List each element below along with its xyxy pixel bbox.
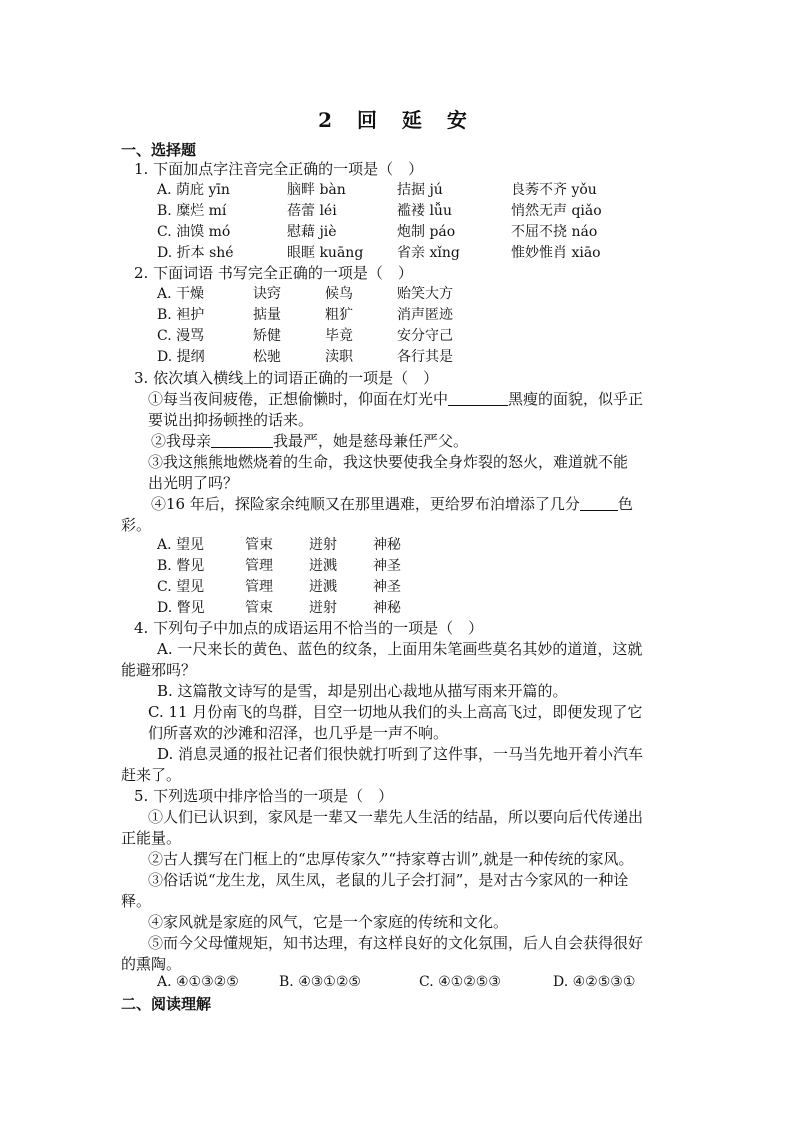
question-5-sentence-1-cont: 正能量。 — [121, 829, 182, 847]
option-cell: 不屈不挠 náo — [511, 224, 598, 240]
option-cell: 炮制 páo — [397, 224, 456, 240]
option-cell: 拮据 jú — [397, 182, 443, 198]
option-cell: D. ④②⑤③① — [553, 974, 636, 990]
fill-in-blank — [211, 432, 273, 448]
question-4-option-d: D. 消息灵通的报社记者们很快就打听到了这件事，一马当先地开着小汽车 — [157, 745, 644, 763]
option-cell: D. 提纲 — [157, 349, 205, 365]
option-cell: 省亲 xǐng — [397, 245, 460, 261]
question-3-sentence-1-cont: 要说出抑扬顿挫的话来。 — [148, 411, 314, 429]
question-3-sentence-3-cont: 出光明了吗？ — [148, 474, 239, 492]
option-cell: 矫健 — [253, 328, 281, 344]
question-4-option-c-cont: 们所喜欢的沙滩和沼泽，也几乎是一声不响。 — [148, 724, 449, 742]
section-heading-choice: 一、选择题 — [121, 141, 197, 159]
option-cell: A. ④①③②⑤ — [157, 974, 239, 990]
option-cell: 迸溅 — [309, 558, 337, 574]
option-cell: 惟妙惟肖 xiāo — [511, 245, 601, 261]
option-cell: 候鸟 — [325, 286, 353, 302]
fill-in-blank — [580, 495, 618, 511]
question-3-sentence-3: ③我这熊熊地燃烧着的生命，我这快要使我全身炸裂的怒火，难道就不能 — [148, 453, 629, 471]
option-cell: 迸射 — [309, 537, 337, 553]
option-cell: 毕竟 — [325, 328, 353, 344]
option-cell: B. ④③①②⑤ — [279, 974, 361, 990]
option-cell: 管理 — [245, 558, 273, 574]
option-cell: 眼眶 kuāng — [287, 245, 364, 261]
option-cell: C. 油馍 mó — [157, 224, 231, 240]
question-5-sentence-2: ②古人撰写在门框上的“忠厚传家久”“持家尊古训”,就是一种传统的家风。 — [148, 850, 634, 868]
question-3-sentence-1 — [148, 389, 643, 410]
option-cell: 粗犷 — [325, 307, 353, 323]
option-cell: D. 折本 shé — [157, 245, 234, 261]
option-cell: 各行其是 — [397, 349, 453, 365]
option-cell: 管束 — [245, 537, 273, 553]
question-4-option-b: B. 这篇散文诗写的是雪，却是别出心裁地从描写雨来开篇的。 — [157, 682, 568, 700]
option-cell: C. 漫骂 — [157, 328, 205, 344]
question-4-option-a: A. 一尺来长的黄色、蓝色的纹条，上面用朱笔画些莫名其妙的道道，这就 — [157, 640, 643, 658]
option-cell: 悄然无声 qiǎo — [511, 203, 602, 219]
option-cell: 诀窍 — [253, 286, 281, 302]
question-4-option-d-cont: 赶来了。 — [121, 766, 182, 784]
option-cell: A. 荫庇 yīn — [157, 182, 230, 198]
question-2-stem: 2. 下面词语 书写完全正确的一项是（ ） — [134, 264, 413, 282]
option-cell: 管理 — [245, 579, 273, 595]
sentence-text: ①每当夜间疲倦，正想偷懒时，仰面在灯光中 — [148, 390, 449, 408]
option-cell: 松驰 — [253, 349, 281, 365]
question-4-option-c: C. 11 月份南飞的鸟群，目空一切地从我们的头上高高飞过，即便发现了它 — [148, 703, 643, 721]
option-cell: 消声匿迹 — [397, 307, 453, 323]
question-1-stem: 1. 下面加点字注音完全正确的一项是（ ） — [134, 160, 424, 178]
option-cell: 慰藉 jiè — [287, 224, 337, 240]
sentence-text: ④16 年后，探险家余纯顺又在那里遇难，更给罗布泊增添了几分 — [151, 495, 580, 513]
sentence-text: 我最严，她是慈母兼任严父。 — [273, 432, 469, 450]
question-5-sentence-1: ①人们已认识到，家风是一辈又一辈先人生活的结晶，所以要向后代传递出 — [148, 808, 644, 826]
option-cell: B. 糜烂 mí — [157, 203, 227, 219]
option-cell: C. ④①②⑤③ — [419, 974, 501, 990]
option-cell: 褴褛 lǚu — [397, 203, 452, 219]
option-cell: D. 瞥见 — [157, 600, 205, 616]
option-cell: 神圣 — [373, 558, 401, 574]
option-cell: 神秘 — [373, 537, 401, 553]
option-cell: 掂量 — [253, 307, 281, 323]
option-cell: 蓓蕾 léi — [287, 203, 337, 219]
sentence-text: 色 — [617, 495, 633, 513]
option-cell: 渎职 — [325, 349, 353, 365]
sentence-text: ②我母亲 — [151, 432, 212, 450]
option-cell: 迸射 — [309, 600, 337, 616]
question-3-sentence-4-cont: 彩。 — [121, 516, 152, 534]
question-5-sentence-5: ⑤而今父母懂规矩，知书达理，有这样良好的文化氛围，后人自会获得很好 — [148, 934, 644, 952]
option-cell: A. 望见 — [157, 537, 205, 553]
option-cell: 脑畔 bàn — [287, 182, 346, 198]
page-title: 2 回 延 安 — [318, 108, 476, 132]
option-cell: 良莠不齐 yǒu — [511, 182, 597, 198]
question-3-sentence-2 — [151, 431, 468, 452]
question-5-stem: 5. 下列选项中排序恰当的一项是（ ） — [134, 787, 394, 805]
section-heading-reading: 二、阅读理解 — [121, 995, 212, 1013]
option-cell: 迸溅 — [309, 579, 337, 595]
question-3-stem: 3. 依次填入横线上的词语正确的一项是（ ） — [134, 369, 439, 387]
option-cell: 安分守己 — [397, 328, 453, 344]
fill-in-blank — [448, 390, 508, 406]
option-cell: A. 干燥 — [157, 286, 205, 302]
question-5-sentence-3-cont: 释。 — [121, 892, 152, 910]
sentence-text: 黑瘦的面貌，似乎正 — [508, 390, 644, 408]
option-cell: C. 望见 — [157, 579, 205, 595]
question-5-sentence-4: ④家风就是家庭的风气，它是一个家庭的传统和文化。 — [148, 913, 509, 931]
option-cell: 管束 — [245, 600, 273, 616]
question-4-stem: 4. 下列句子中加点的成语运用不恰当的一项是（ ） — [134, 619, 484, 637]
question-4-option-a-cont: 能避邪吗？ — [121, 661, 197, 679]
option-cell: 贻笑大方 — [397, 286, 453, 302]
question-3-sentence-4 — [151, 494, 633, 515]
option-cell: 神秘 — [373, 600, 401, 616]
option-cell: 神圣 — [373, 579, 401, 595]
option-cell: B. 袒护 — [157, 307, 205, 323]
question-5-sentence-3: ③俗话说“龙生龙，凤生凤，老鼠的儿子会打洞”，是对古今家风的一种诠 — [148, 871, 629, 889]
question-5-sentence-5-cont: 的熏陶。 — [121, 955, 182, 973]
option-cell: B. 瞥见 — [157, 558, 205, 574]
